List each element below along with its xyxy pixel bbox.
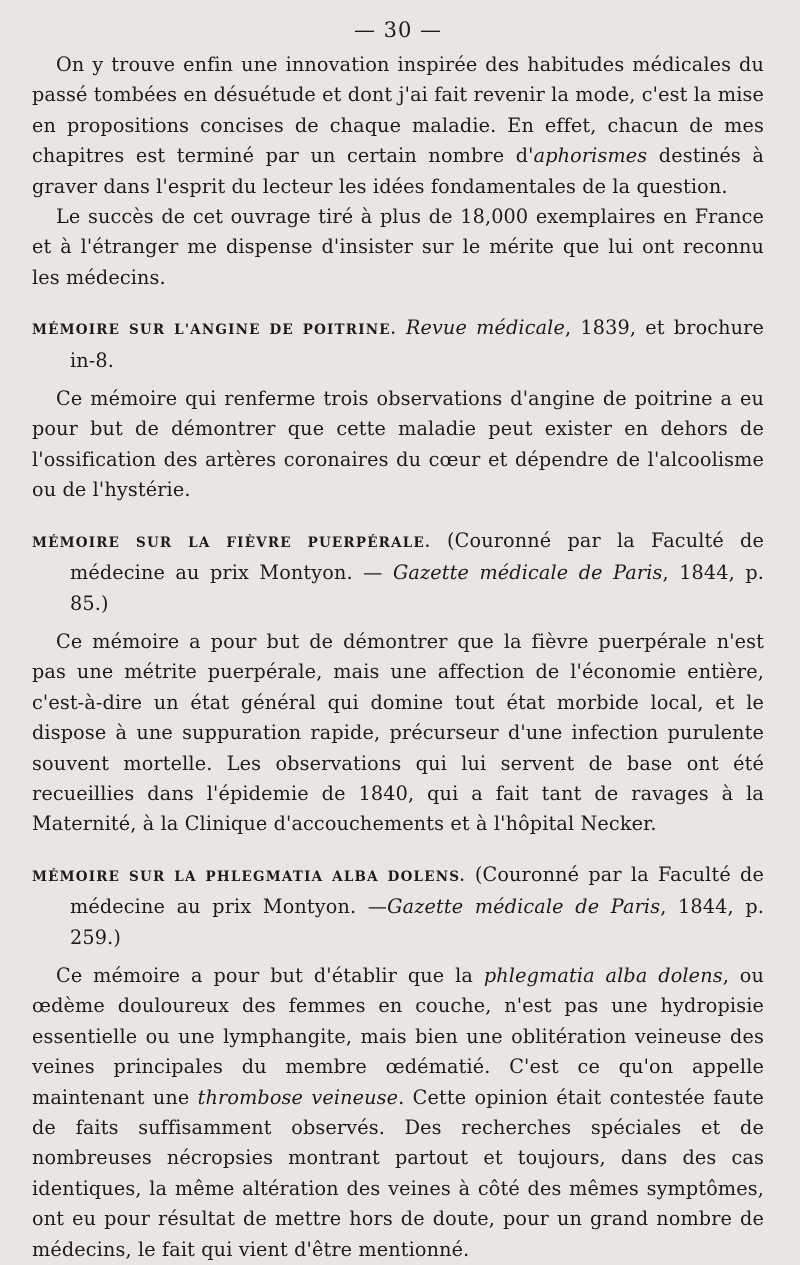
entry-source-prefix: (Couronné par la Faculté de médecine au prix Montyon. — [70,862,764,919]
entry-heading [32,313,764,376]
intro-text: destinés à graver dans l'esprit du lecteur les idées fondamentales de la question. [32,144,764,198]
intro-text: On y trouve enfin une innovation inspirée des habitudes médicales du passé tombées en désuétude et dont j'ai fait revenir la mode, c'est la mise en propositions concises de chaque maladie. En effet, chacun de mes chapitres est terminé par un certain nombre d' [32,53,764,168]
entry-body: Ce mémoire a pour but de démontrer que la fièvre puerpérale n'est pas une métrite puerpérale, mais une affection de l'économie entière, c'est-à-dire un état général qui domine tout état morbide local, et le dispose à une suppuration rapide, précurseur d'une infection purulente souvent mortelle. Les observations qui lui servent de base ont été recueillies dans l'épidemie de 1840, qui a fait tant de ravages à la Maternité, à la Clinique d'accouchements et à l'hôpital Necker. [32,629,764,836]
entry-body-italic-term: phlegmatia alba dolens [483,963,723,987]
entry-source-journal: Gazette médicale de Paris [387,895,661,919]
entry-title: MÉMOIRE SUR L'ANGINE DE POITRINE. [32,322,397,339]
entry-body [32,961,764,1265]
entry-title: MÉMOIRE SUR LA PHLEGMATIA ALBA DOLENS. [32,868,466,885]
entry-body-italic-term: thrombose veineuse [197,1085,399,1109]
entry-body-text: . Cette opinion était contestée faute de faits suffisamment observés. Des recherches spéciales et de nombreuses nécropsies montrant partout et toujours, dans des cas identiques, la même altération des veines à côté des mêmes symptômes, ont eu pour résultat de mettre hors de doute, pour un grand nombre de médecins, le fait qui vient d'être mentionné. [32,1085,764,1261]
entry-source-details: , 1844, p. 85.) [70,561,765,615]
entry-source-details: , 1839, et brochure in-8. [70,316,765,372]
entry-heading [32,860,764,953]
entry-body-text: Ce mémoire a pour but d'établir que la [56,963,484,987]
intro-paragraph-2: Le succès de cet ouvrage tiré à plus de 18,000 exemplaires en France et à l'étranger me dispense d'insister sur le mérite que lui ont reconnu les médecins. [32,205,764,289]
intro-italic-term: aphorismes [533,144,648,168]
intro-paragraph-1 [32,50,764,202]
entry-source-journal: Revue médicale [405,316,565,340]
page-number: — 30 — [353,18,443,42]
entry-source-prefix: (Couronné par la Faculté de médecine au prix Montyon. — [70,528,764,585]
entry-source-journal: Gazette médicale de Paris [392,561,663,585]
entry-heading [32,526,764,619]
entry-angine [32,313,764,505]
entry-title: MÉMOIRE SUR LA FIÈVRE PUERPÉRALE. [32,534,431,551]
entry-fievre-puerperale [32,526,764,840]
entry-phlegmatia [32,860,764,1265]
entry-body-text: , ou œdème douloureux des femmes en couche, n'est pas une hydropisie essentielle ou une lymphangite, mais bien une oblitération veineuse des veines principales du membre œdématié. C'est ce qu'on appelle maintenant une [32,963,764,1109]
entry-source-details: , 1844, p. 259.) [70,895,765,949]
entry-body: Ce mémoire qui renferme trois observations d'angine de poitrine a eu pour but de démontrer que cette maladie peut exister en dehors de l'ossification des artères coronaires du cœur et dépendre de l'alcoolisme ou de l'hystérie. [32,387,764,502]
